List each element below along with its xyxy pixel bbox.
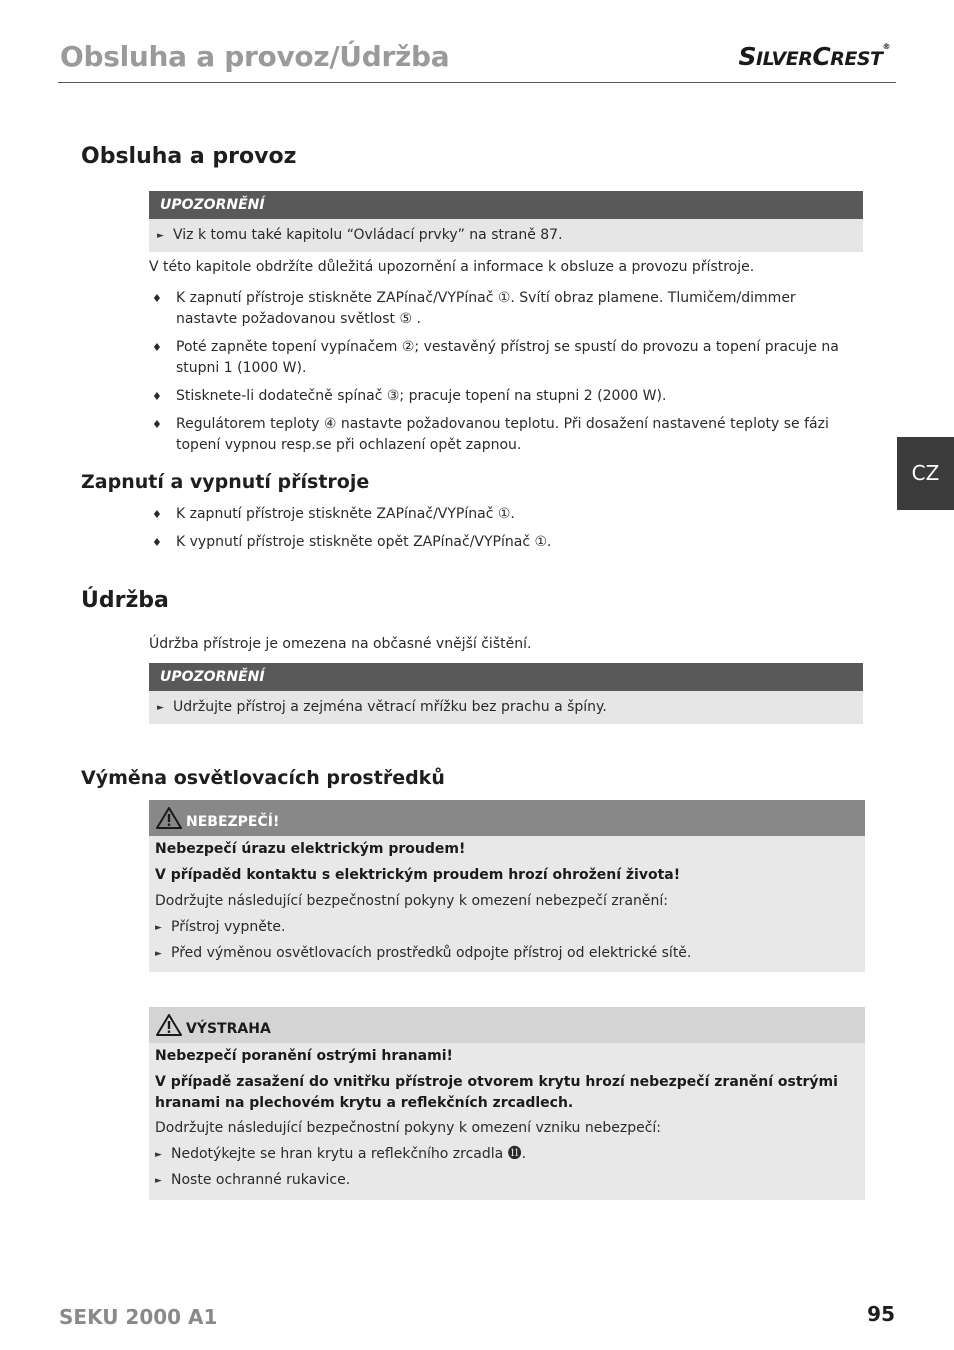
warning-triangle-icon (156, 1014, 182, 1036)
danger-intro: Dodržujte následující bezpečnostní pokyny k omezení nebezpečí zranění: (155, 893, 668, 909)
danger-header (149, 800, 865, 836)
diamond-bullet-icon: ♦ (152, 508, 162, 521)
danger-bold-line: Nebezpečí úrazu elektrickým proudem! (155, 841, 466, 857)
silvercrest-logo (738, 42, 890, 71)
diamond-bullet-icon: ♦ (152, 418, 162, 431)
logo-letter: S (738, 42, 756, 71)
arrow-bullet-icon: ► (155, 949, 162, 959)
note-text: Viz k tomu také kapitolu “Ovládací prvky” na straně 87. (173, 227, 563, 243)
list-item-text: Stisknete-li dodatečně spínač ③; pracuje topení na stupni 2 (2000 W). (176, 388, 667, 404)
danger-box (149, 800, 865, 972)
list-item-text: K zapnutí přístroje stiskněte ZAPínač/VYPínač ①. (176, 506, 515, 522)
on-off-bullet-list (152, 504, 852, 554)
arrow-bullet-icon: ► (155, 1176, 162, 1186)
note-text: Udržujte přístroj a zejména větrací mřížku bez prachu a špíny. (173, 699, 607, 715)
warning-item-text: Noste ochranné rukavice. (171, 1172, 351, 1188)
logo-letter: C (812, 42, 831, 71)
list-item-text: Regulátorem teploty ④ nastavte požadovanou teplotu. Při dosažení nastavené teploty se fázi topení vypnou resp.se při ochlazení opět zapnou. (176, 416, 829, 453)
arrow-bullet-icon: ► (155, 923, 162, 933)
intro-paragraph: V této kapitole obdržíte důležitá upozornění a informace k obsluze a provozu přístroje. (149, 259, 755, 275)
footer-model: SEKU 2000 A1 (59, 1305, 218, 1329)
warning-intro: Dodržujte následující bezpečnostní pokyny k omezení vzniku nebezpečí: (155, 1120, 661, 1136)
note-box-maintenance (149, 663, 863, 724)
warning-item (155, 1167, 859, 1193)
danger-item-text: Před výměnou osvětlovacích prostředků odpojte přístroj od elektrické sítě. (171, 945, 692, 961)
warning-bold-line: Nebezpečí poranění ostrými hranami! (155, 1048, 453, 1064)
section-title-operation: Obsluha a provoz (81, 144, 297, 169)
diamond-bullet-icon: ♦ (152, 292, 162, 305)
section-title-maintenance: Údržba (81, 588, 169, 613)
diamond-bullet-icon: ♦ (152, 341, 162, 354)
maintenance-intro: Údržba přístroje je omezena na občasné vnější čištění. (149, 636, 532, 652)
note-box-operation (149, 191, 863, 252)
arrow-bullet-icon: ► (155, 1150, 162, 1160)
language-tab-cz: CZ (897, 437, 954, 510)
warning-label: VÝSTRAHA (186, 1021, 271, 1037)
logo-text: REST (830, 48, 883, 70)
logo-text: ILVER (756, 48, 813, 70)
warning-item (155, 1141, 859, 1167)
list-item-text: K vypnutí přístroje stiskněte opět ZAPínač/VYPínač ①. (176, 534, 552, 550)
danger-label: NEBEZPEČÍ! (186, 814, 280, 830)
list-item-text: Poté zapněte topení vypínačem ②; vestavěný přístroj se spustí do provozu a topení pracuje na stupni 1 (1000 W). (176, 339, 839, 376)
arrow-bullet-icon: ► (157, 231, 164, 241)
warning-bold-line: V případě zasažení do vnitřku přístroje otvorem krytu hrozí nebezpečí zranění ostrými hranami na plechovém krytu a reflekčních zrcadlech. (155, 1074, 838, 1111)
note-text-row (149, 219, 863, 252)
danger-item (155, 914, 859, 940)
header-divider (58, 82, 896, 83)
registered-mark: ® (882, 42, 890, 51)
warning-body (149, 1043, 865, 1193)
operation-bullet-list (152, 288, 852, 458)
subsection-title-on-off: Zapnutí a vypnutí přístroje (81, 471, 370, 493)
note-text-row (149, 691, 863, 724)
list-item-text: K zapnutí přístroje stiskněte ZAPínač/VYPínač ①. Svítí obraz plamene. Tlumičem/dimmer nastavte požadovanou světlost ⑤ . (176, 290, 796, 327)
diamond-bullet-icon: ♦ (152, 390, 162, 403)
warning-triangle-icon (156, 807, 182, 829)
warning-box (149, 1007, 865, 1200)
danger-body (149, 836, 865, 966)
subsection-title-lamp-replacement: Výměna osvětlovacích prostředků (81, 767, 445, 789)
diamond-bullet-icon: ♦ (152, 536, 162, 549)
danger-bold-line: V případěd kontaktu s elektrickým proudem hrozí ohrožení života! (155, 867, 681, 883)
page-header-title: Obsluha a provoz/Údržba (60, 40, 450, 73)
danger-item-text: Přístroj vypněte. (171, 919, 286, 935)
arrow-bullet-icon: ► (157, 703, 164, 713)
danger-item (155, 940, 859, 966)
note-label: UPOZORNĚNÍ (149, 663, 863, 691)
page-number: 95 (867, 1302, 895, 1326)
warning-item-text: Nedotýkejte se hran krytu a reflekčního zrcadla ⓫. (171, 1146, 527, 1162)
warning-header (149, 1007, 865, 1043)
note-label: UPOZORNĚNÍ (149, 191, 863, 219)
